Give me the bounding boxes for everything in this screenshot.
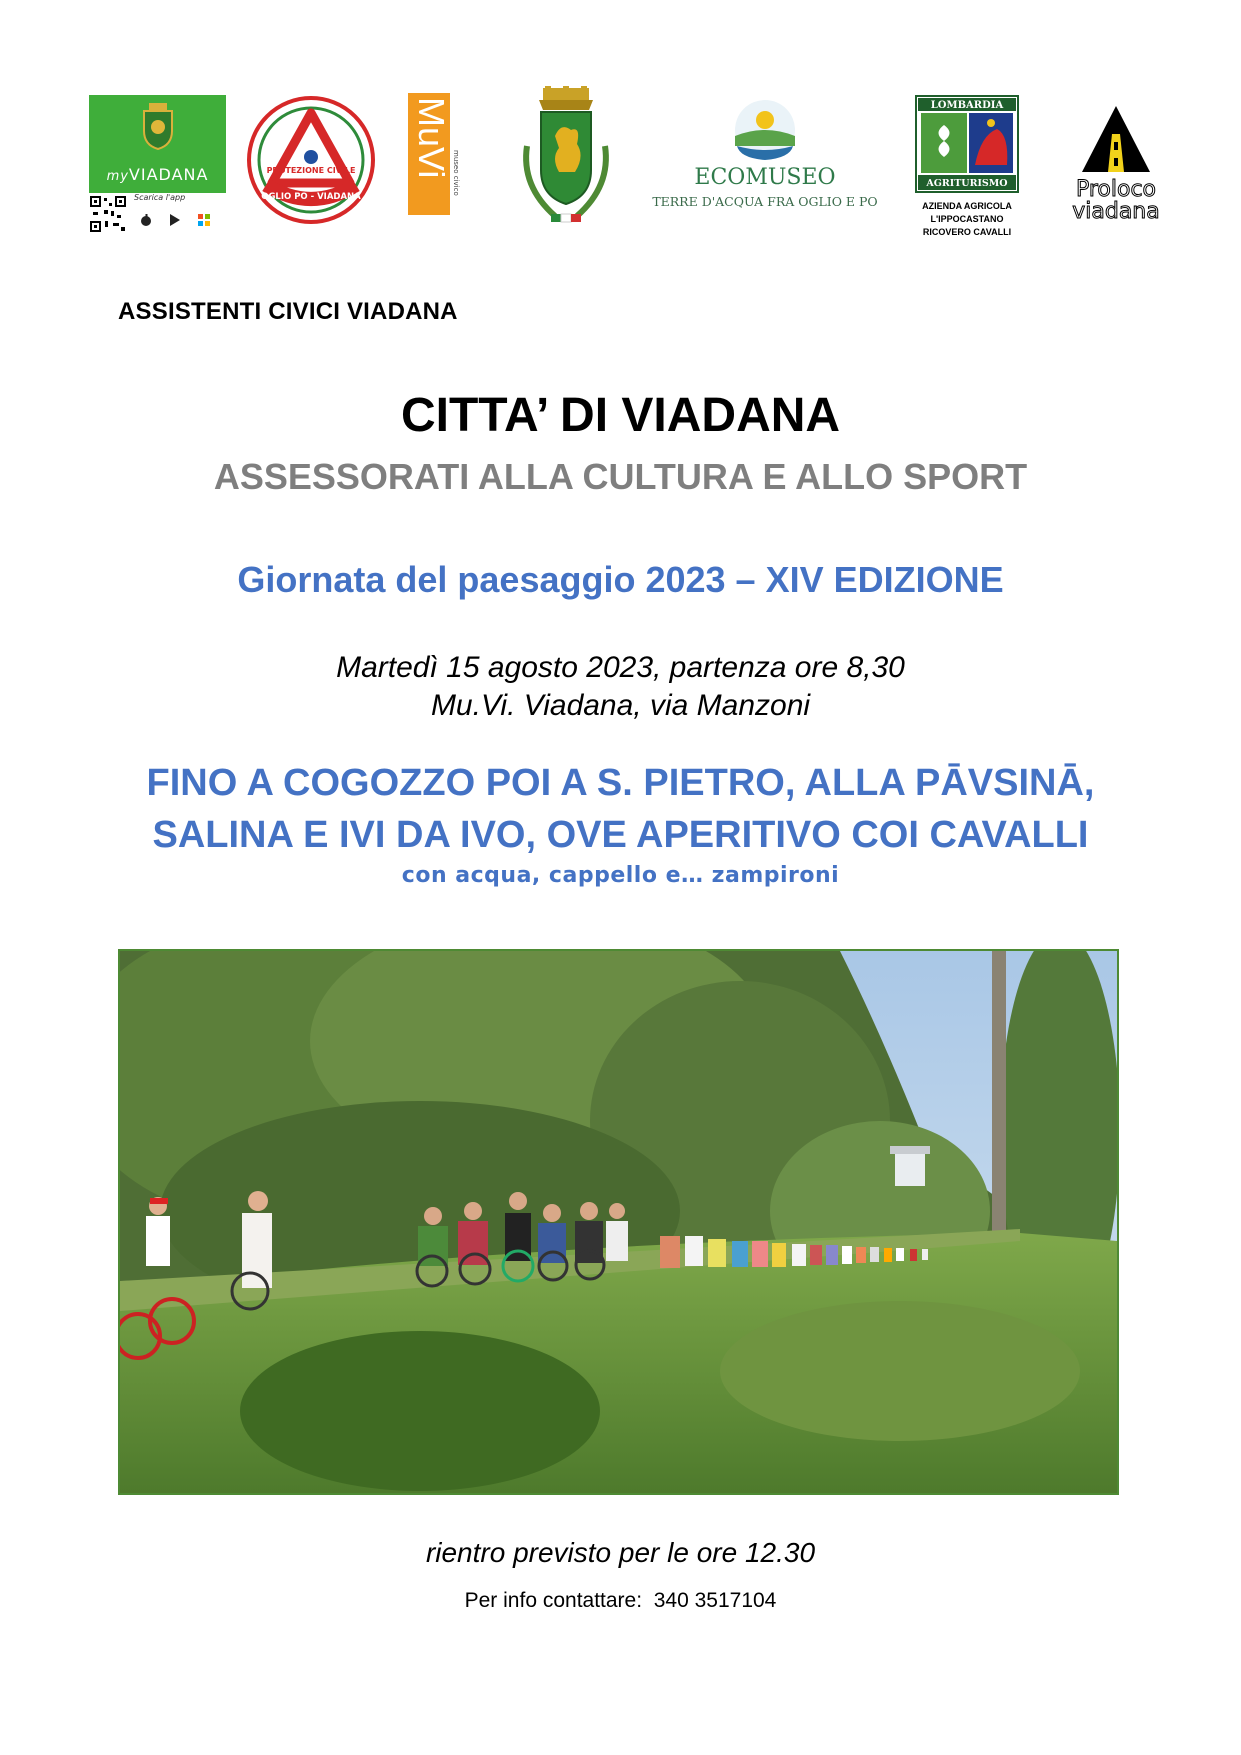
page-title: CITTA’ DI VIADANA: [400, 389, 841, 442]
assessorati-subtitle: ASSESSORATI ALLA CULTURA E ALLO SPORT: [213, 456, 1028, 497]
ecomuseo-subtitle: TERRE D'ACQUA FRA OGLIO E PO: [652, 194, 878, 209]
muvi-text: MuVi: [411, 97, 452, 179]
qr-code-icon: [89, 195, 127, 233]
cyclists-landscape-image: [120, 951, 1117, 1493]
proloco-viadana-logo: [1054, 104, 1178, 224]
event-date: Martedì 15 agosto 2023, partenza ore 8,30: [336, 651, 905, 684]
route-line-1: FINO A COGOZZO POI A S. PIETRO, ALLA PĀVSINĀ,: [146, 762, 1095, 804]
agriturismo-line3: RICOVERO CAVALLI: [922, 227, 1012, 237]
viadana-coat-of-arms-icon: [515, 86, 617, 234]
event-title: Giornata del paesaggio 2023 – XIV EDIZIONE: [237, 559, 1004, 600]
info-contact: Per info contattare: 340 3517104: [464, 1589, 777, 1612]
ecomuseo-logo: [650, 98, 880, 222]
agriturismo-lombardia-logo: [915, 95, 1019, 193]
event-place: Mu.Vi. Viadana, via Manzoni: [430, 689, 811, 722]
myviadana-brand: VIADANA: [128, 165, 209, 184]
apple-store-icon: [139, 212, 155, 226]
myviadana-scarica: Scarica l'app: [134, 193, 186, 202]
protezione-civile-bottom-text: OGLIO PO - VIADANA: [261, 192, 361, 202]
viadana-crest-small-icon: [141, 101, 175, 151]
event-note: con acqua, cappello e… zampironi: [401, 863, 840, 888]
rientro-text: rientro previsto per le ore 12.30: [425, 1537, 816, 1568]
agriturismo-line1: AZIENDA AGRICOLA: [922, 201, 1012, 211]
assistenti-heading: ASSISTENTI CIVICI VIADANA: [118, 298, 458, 325]
proloco-line2: viadana: [1072, 199, 1160, 224]
agriturismo-label: AGRITURISMO: [926, 178, 1008, 189]
protezione-civile-top-text: PROTEZIONE CIVILE: [266, 166, 356, 175]
ecomuseo-title: ECOMUSEO: [694, 165, 836, 190]
route-line-2: SALINA E IVI DA IVO, OVE APERITIVO COI CAVALLI: [152, 814, 1089, 856]
agriturismo-region: LOMBARDIA: [930, 100, 1004, 111]
proloco-line1: Proloco: [1075, 177, 1157, 202]
myviadana-prefix: my: [106, 169, 129, 184]
microsoft-store-icon: [197, 212, 213, 226]
muvi-side-text: museo civico: [452, 150, 460, 196]
muvi-logo: [408, 93, 450, 215]
google-play-icon: [168, 212, 184, 226]
agriturismo-company: [903, 200, 1031, 239]
protezione-civile-logo: [246, 95, 376, 225]
myviadana-logo: [89, 95, 226, 193]
cyclists-photo: [118, 949, 1119, 1495]
agriturismo-line2: L'IPPOCASTANO: [930, 214, 1004, 224]
